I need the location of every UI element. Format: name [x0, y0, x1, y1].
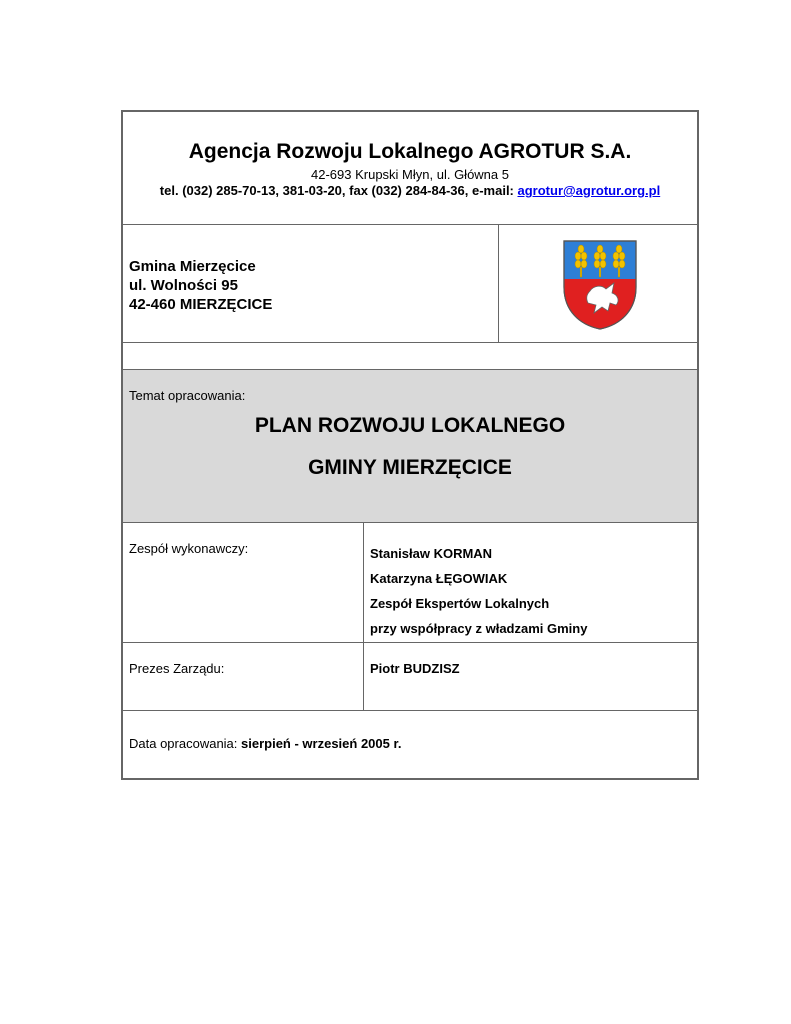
date-label: Data opracowania: — [129, 736, 242, 751]
email-link[interactable]: agrotur@agrotur.org.pl — [517, 183, 661, 198]
agency-address: 42-693 Krupski Młyn, ul. Główna 5 — [311, 167, 509, 182]
client-city: 42-460 MIERZĘCICE — [129, 296, 273, 313]
agency-contact — [123, 183, 697, 198]
agency-header — [123, 112, 697, 225]
board-section — [123, 643, 697, 711]
board-president: Piotr BUDZISZ — [370, 661, 460, 676]
topic-label: Temat opracowania: — [129, 388, 246, 403]
team-member: Stanisław KORMAN — [370, 546, 493, 561]
client-section — [123, 225, 697, 343]
client-street: ul. Wolności 95 — [129, 277, 238, 294]
document-title-line1: PLAN ROZWOJU LOKALNEGO — [254, 414, 566, 437]
team-member: Katarzyna ŁĘGOWIAK — [370, 571, 508, 586]
divider — [363, 523, 364, 642]
date-line — [129, 736, 401, 751]
gmina-coat-of-arms-icon — [562, 239, 638, 331]
date-value: sierpień - wrzesień 2005 r. — [241, 736, 402, 751]
client-name: Gmina Mierzęcice — [129, 258, 256, 275]
contact-phones: tel. (032) 285-70-13, 381-03-20, fax (032) 284-84-36, e-mail: — [159, 183, 518, 198]
board-label: Prezes Zarządu: — [129, 661, 225, 676]
team-members — [370, 541, 587, 641]
divider — [363, 643, 364, 710]
document-title-line2: GMINY MIERZĘCICE — [308, 456, 512, 479]
team-member: Zespół Ekspertów Lokalnych — [370, 596, 550, 611]
date-section — [123, 711, 697, 780]
team-member: przy współpracy z władzami Gminy — [370, 621, 588, 636]
team-section — [123, 523, 697, 643]
agency-name: Agencja Rozwoju Lokalnego AGROTUR S.A. — [188, 140, 632, 163]
cover-frame — [121, 110, 699, 780]
team-label: Zespół wykonawczy: — [129, 541, 249, 556]
client-address — [129, 257, 272, 314]
divider — [498, 225, 499, 342]
spacer-row — [123, 343, 697, 370]
topic-section — [123, 370, 697, 523]
